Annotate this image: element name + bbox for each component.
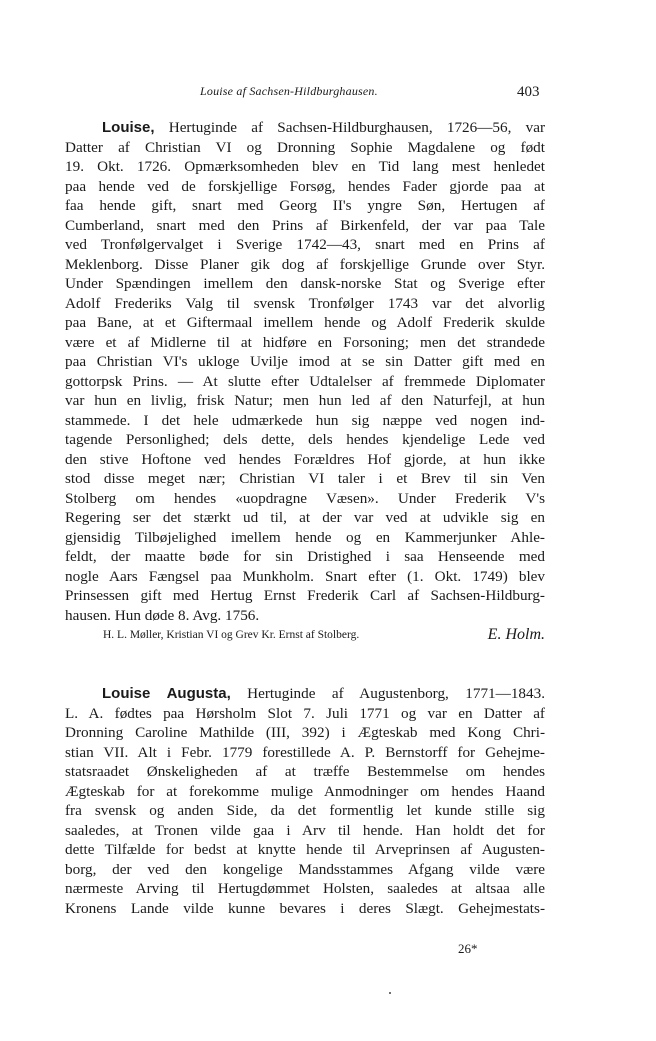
entry-line: faa hende gift, snart med Georg II's yngre Søn, Hertugen af [65, 197, 545, 214]
entry-line: stian VII. Alt i Febr. 1779 forestillede A. P. Bernstorff for Gehejme- [65, 743, 545, 761]
entry-line: Hertuginde af Sachsen-Hildburghausen, 1726—56, var [154, 119, 545, 136]
entry-line: Stolberg om hendes «uopdragne Væsen». Under Frederik V's [65, 489, 545, 507]
entry-line: dette Tilfælde for bedst at knytte hende til Arveprinsen af Augusten- [65, 841, 545, 858]
entry-source-line [65, 626, 545, 648]
source-reference: H. L. Møller, Kristian VI og Grev Kr. Ernst af Stolberg. [103, 629, 360, 641]
entry-line: paa hende ved de forskjellige Forsøg, hendes Fader gjorde paa at [65, 177, 545, 195]
entry-line: L. A. fødtes paa Hørsholm Slot 7. Juli 1771 og var en Datter af [65, 704, 545, 722]
entry-line: ved Tronfølgervalget i Sverige 1742—43, snart med en Prins af [65, 236, 545, 253]
author-signature: E. Holm. [487, 626, 545, 643]
entry-line: paa Bane, at et Giftermaal imellem hende og Adolf Frederik skulde [65, 314, 545, 331]
entry-line: tagende Personlighed; dels dette, dels hendes kjendelige Lede ved [65, 431, 545, 448]
entry-line: Under Spændingen imellem den dansk-norske Stat og Sverige efter [65, 275, 545, 292]
entry-line: saaledes, at Tronen vilde gaa i Arv til hende. Han holdt det for [65, 821, 545, 839]
entry-line: fra svensk og anden Side, da det formentlig let kunde stille sig [65, 802, 545, 819]
entry-line: borg, der ved den kongelige Mandsstammes Afgang vilde være [65, 860, 545, 878]
entry-line: hausen. Hun døde 8. Avg. 1756. [65, 606, 260, 624]
running-title: Louise af Sachsen-Hildburghausen. [200, 84, 378, 98]
entry-headword: Louise, [102, 119, 155, 136]
entry-line: Dronning Caroline Mathilde (III, 392) i Ægteskab med Kong Chri- [65, 724, 545, 741]
entry-line: paa Christian VI's ukloge Uvilje imod at se sin Datter gift med en [65, 353, 545, 370]
entry-louise-augusta [65, 684, 545, 918]
entry-line: Adolf Frederiks Valg til svensk Tronfølger 1743 var det alvorlig [65, 294, 545, 312]
entry-line: Hertuginde af Augustenborg, 1771—1843. [230, 685, 545, 702]
entry-line: Prinsessen gift med Hertug Ernst Frederik Carl af Sachsen-Hildburg- [65, 587, 545, 604]
entry-line: var hun en livlig, frisk Natur; men hun led af den Naturfejl, at hun [65, 392, 545, 409]
entry-line: stod disse meget nær; Christian VI taler i et Brev til sin Ven [65, 470, 545, 487]
entry-line: feldt, der maatte bøde for sin Dristighed i saa Henseende med [65, 548, 545, 565]
entry-line: Datter af Christian VI og Dronning Sophie Magdalene og født [65, 138, 545, 156]
page-number: 403 [517, 84, 540, 100]
page-speck [389, 992, 391, 994]
entry-louise [65, 118, 545, 648]
entry-line: stammede. I det hele udmærkede hun sig næppe ved nogen ind- [65, 411, 545, 429]
entry-line: 19. Okt. 1726. Opmærksomheden blev en Tid lang mest henledet [65, 158, 545, 175]
entry-first-line [65, 684, 545, 704]
entry-first-line [65, 118, 545, 138]
printer-signature-mark: 26* [458, 941, 478, 956]
entry-line: Regering ser det stærkt ud til, at der var ved at udvikle sig en [65, 509, 545, 526]
entry-line: den stive Hoftone ved hendes Forældres Hof gjorde, at hun ikke [65, 450, 545, 468]
entry-line: Kronens Lande vilde kunne bevares i deres Slægt. Gehejmestats- [65, 899, 545, 917]
entry-line: Ægteskab for at forekomme mulige Anmodninger om hendes Haand [65, 782, 545, 800]
entry-headword: Louise Augusta, [102, 685, 231, 702]
entry-line: Cumberland, snart med den Prins af Birkenfeld, der var paa Tale [65, 216, 545, 234]
entry-line: gottorpsk Prins. — At slutte efter Udtalelser af fremmede Diplomater [65, 372, 545, 390]
entry-line: nærmeste Arving til Hertugdømmet Holsten, saaledes at altsaa alle [65, 880, 545, 897]
entry-line: Meklenborg. Disse Planer gik dog af forskjellige Grunde over Styr. [65, 255, 545, 273]
entry-line: gjensidig Tilbøjelighed imellem hende og en Kammerjunker Ahle- [65, 528, 545, 546]
entry-line: være et af Midlerne til at hidføre en Forsoning; men det strandede [65, 333, 545, 351]
running-head [0, 84, 656, 104]
entry-line: statsraadet Ønskeligheden af at træffe Bestemmelse om hendes [65, 763, 545, 780]
entry-line: nogle Aars Fængsel paa Munkholm. Snart efter (1. Okt. 1749) blev [65, 567, 545, 585]
